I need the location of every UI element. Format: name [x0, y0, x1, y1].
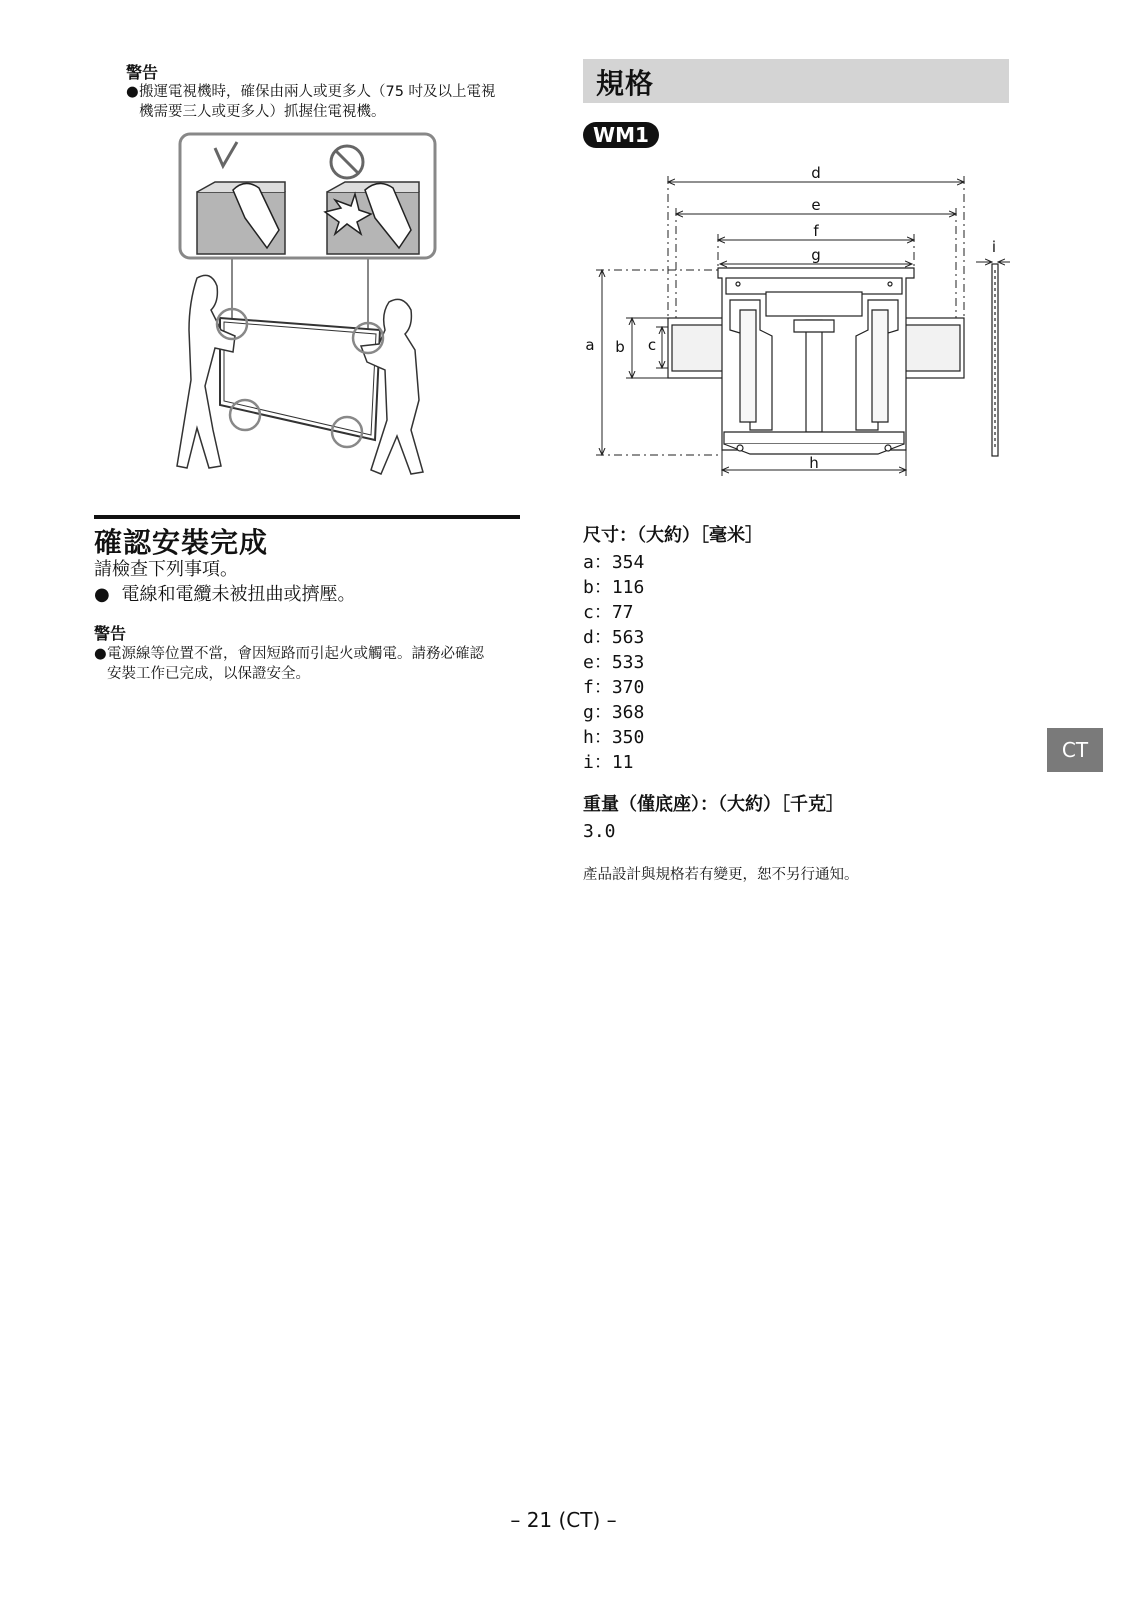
confirm-item — [94, 582, 355, 608]
dim-separator: ： — [593, 627, 612, 648]
spec-title: 規格 — [596, 67, 655, 100]
bullet-icon: ● — [94, 646, 107, 662]
dim-row — [583, 750, 644, 775]
dim-key: d — [583, 627, 594, 648]
dim-key: e — [583, 652, 594, 673]
warning-bullet — [94, 644, 524, 684]
dim-value: 533 — [611, 652, 645, 673]
weight-title: 重量（僅底座）：（大約）［千克］ — [583, 794, 844, 815]
dim-key: f — [583, 677, 594, 698]
dim-row — [583, 675, 644, 700]
dim-row — [583, 725, 644, 750]
dim-row — [583, 625, 644, 650]
dims-title: 尺寸：（大約）［毫米］ — [583, 525, 763, 546]
diagram-label-g: g — [811, 246, 821, 264]
warning-line: 機需要三人或更多人）抓握住電視機。 — [139, 104, 386, 120]
diagram-label-b: b — [615, 338, 625, 356]
dim-value: 368 — [611, 702, 645, 723]
diagram-label-f: f — [813, 222, 819, 240]
model-badge: WM1 — [583, 122, 659, 148]
diagram-label-e: e — [811, 196, 821, 214]
dim-value: 116 — [611, 577, 645, 598]
warning-title: 警告 — [94, 624, 127, 643]
mount-dimension-diagram — [580, 160, 1020, 480]
dim-separator: ： — [593, 702, 612, 723]
dim-separator: ： — [593, 552, 612, 573]
dim-row — [583, 575, 644, 600]
warning-line: 安裝工作已完成，以保證安全。 — [107, 666, 310, 682]
dim-value: 350 — [611, 727, 645, 748]
dim-separator: ： — [593, 652, 612, 673]
dim-value: 77 — [611, 602, 634, 623]
dim-value: 563 — [611, 627, 645, 648]
page-number: – 21 (CT) – — [510, 1508, 617, 1532]
section-title: 確認安裝完成 — [94, 526, 269, 559]
dim-key: b — [583, 577, 594, 598]
dim-separator: ： — [593, 602, 612, 623]
warning-bullet — [126, 82, 526, 122]
dim-row — [583, 650, 644, 675]
section-rule — [94, 515, 520, 519]
dim-separator: ： — [593, 727, 612, 748]
diagram-label-h: h — [809, 454, 819, 472]
weight-value: 3.0 — [583, 821, 616, 842]
warning-title: 警告 — [126, 63, 159, 82]
dim-value: 370 — [611, 677, 645, 698]
dim-row — [583, 550, 644, 575]
dim-value: 11 — [611, 752, 634, 773]
dim-key: i — [583, 752, 594, 773]
warning-line: 搬運電視機時，確保由兩人或更多人（75 吋及以上電視 — [139, 84, 496, 100]
dim-row — [583, 600, 644, 625]
tv-carrying-illustration — [175, 130, 445, 480]
dim-key: c — [583, 602, 594, 623]
dim-separator: ： — [593, 577, 612, 598]
dim-key: h — [583, 727, 594, 748]
spec-note: 產品設計與規格若有變更，恕不另行通知。 — [583, 867, 859, 883]
diagram-label-i: i — [991, 238, 997, 256]
diagram-label-d: d — [811, 164, 821, 182]
dims-list — [583, 550, 644, 775]
bullet-icon: ● — [94, 584, 110, 605]
language-tab: CT — [1047, 728, 1103, 772]
dim-value: 354 — [611, 552, 645, 573]
bullet-icon: ● — [126, 84, 139, 100]
warning-line: 電源線等位置不當，會因短路而引起火或觸電。請務必確認 — [107, 646, 484, 662]
dim-row — [583, 700, 644, 725]
dim-separator: ： — [593, 752, 612, 773]
dim-key: a — [583, 552, 594, 573]
confirm-intro: 請檢查下列事項。 — [94, 559, 238, 580]
diagram-label-a: a — [585, 336, 595, 354]
confirm-item-text: 電線和電纜未被扭曲或擠壓。 — [121, 584, 356, 605]
tv-panel — [220, 318, 380, 440]
dim-separator: ： — [593, 677, 612, 698]
diagram-label-c: c — [647, 336, 657, 354]
dim-key: g — [583, 702, 594, 723]
